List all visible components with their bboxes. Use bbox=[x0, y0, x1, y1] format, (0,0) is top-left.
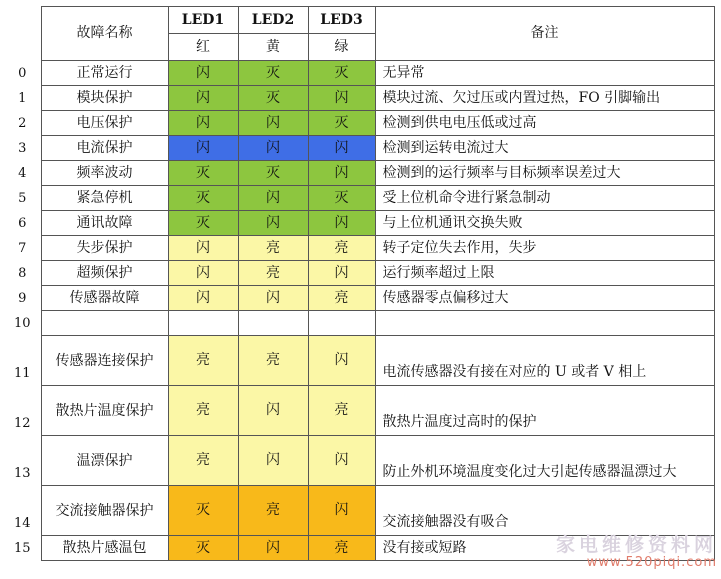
led1-state: 闪 bbox=[168, 86, 238, 111]
led1-state: 灭 bbox=[168, 211, 238, 236]
fault-note: 检测到的运行频率与目标频率误差过大 bbox=[375, 161, 714, 186]
row-index: 2 bbox=[4, 111, 41, 136]
led3-state: 闪 bbox=[308, 136, 375, 161]
fault-note: 运行频率超过上限 bbox=[375, 261, 714, 286]
header-led2: LED2 bbox=[238, 7, 308, 34]
table-row bbox=[4, 211, 714, 236]
led1-state: 闪 bbox=[168, 136, 238, 161]
table-row bbox=[4, 286, 714, 311]
led1-state: 亮 bbox=[168, 436, 238, 486]
table-row bbox=[4, 336, 714, 386]
led1-state bbox=[168, 311, 238, 336]
table-row bbox=[4, 161, 714, 186]
table-row bbox=[4, 436, 714, 486]
header-fault-name: 故障名称 bbox=[41, 7, 168, 61]
led2-state: 闪 bbox=[238, 286, 308, 311]
led2-state: 亮 bbox=[238, 336, 308, 386]
row-index: 12 bbox=[4, 386, 41, 436]
fault-name: 超频保护 bbox=[41, 261, 168, 286]
led1-state: 闪 bbox=[168, 261, 238, 286]
fault-note: 电流传感器没有接在对应的 U 或者 V 相上 bbox=[375, 336, 714, 386]
led2-state: 灭 bbox=[238, 61, 308, 86]
fault-note: 散热片温度过高时的保护 bbox=[375, 386, 714, 436]
led3-state: 闪 bbox=[308, 211, 375, 236]
led1-state: 闪 bbox=[168, 236, 238, 261]
row-index: 8 bbox=[4, 261, 41, 286]
fault-note: 没有接或短路 bbox=[375, 536, 714, 561]
led2-state: 闪 bbox=[238, 136, 308, 161]
fault-note: 受上位机命令进行紧急制动 bbox=[375, 186, 714, 211]
table-row bbox=[4, 186, 714, 211]
table-row bbox=[4, 261, 714, 286]
led2-state: 亮 bbox=[238, 261, 308, 286]
row-index: 10 bbox=[4, 311, 41, 336]
fault-name: 温漂保护 bbox=[41, 436, 168, 486]
led3-state: 灭 bbox=[308, 111, 375, 136]
table-row bbox=[4, 536, 714, 561]
row-index: 9 bbox=[4, 286, 41, 311]
fault-name: 散热片感温包 bbox=[41, 536, 168, 561]
fault-name: 正常运行 bbox=[41, 61, 168, 86]
fault-name: 模块保护 bbox=[41, 86, 168, 111]
fault-name: 紧急停机 bbox=[41, 186, 168, 211]
led3-state: 闪 bbox=[308, 86, 375, 111]
row-index: 11 bbox=[4, 336, 41, 386]
led1-state: 灭 bbox=[168, 161, 238, 186]
fault-note: 检测到供电电压低或过高 bbox=[375, 111, 714, 136]
fault-name: 电压保护 bbox=[41, 111, 168, 136]
header-index-cell bbox=[4, 7, 41, 61]
led3-state: 闪 bbox=[308, 336, 375, 386]
header-note: 备注 bbox=[375, 7, 714, 61]
header-led1-color: 红 bbox=[168, 34, 238, 61]
header-led1: LED1 bbox=[168, 7, 238, 34]
led2-state: 闪 bbox=[238, 111, 308, 136]
led1-state: 灭 bbox=[168, 486, 238, 536]
led3-state: 灭 bbox=[308, 186, 375, 211]
fault-note: 模块过流、欠过压或内置过热，FO 引脚输出 bbox=[375, 86, 714, 111]
led2-state: 闪 bbox=[238, 436, 308, 486]
row-index: 6 bbox=[4, 211, 41, 236]
led1-state: 闪 bbox=[168, 286, 238, 311]
fault-note bbox=[375, 311, 714, 336]
led1-state: 灭 bbox=[168, 536, 238, 561]
table-row bbox=[4, 136, 714, 161]
led3-state: 闪 bbox=[308, 486, 375, 536]
header-led3-color: 绿 bbox=[308, 34, 375, 61]
fault-name: 电流保护 bbox=[41, 136, 168, 161]
led2-state: 闪 bbox=[238, 386, 308, 436]
table-row bbox=[4, 386, 714, 436]
fault-note: 无异常 bbox=[375, 61, 714, 86]
table-row bbox=[4, 86, 714, 111]
led2-state: 灭 bbox=[238, 86, 308, 111]
led2-state: 闪 bbox=[238, 211, 308, 236]
led2-state bbox=[238, 311, 308, 336]
led1-state: 闪 bbox=[168, 61, 238, 86]
row-index: 5 bbox=[4, 186, 41, 211]
fault-note: 交流接触器没有吸合 bbox=[375, 486, 714, 536]
row-index: 3 bbox=[4, 136, 41, 161]
led1-state: 亮 bbox=[168, 336, 238, 386]
led2-state: 亮 bbox=[238, 486, 308, 536]
fault-name: 散热片温度保护 bbox=[41, 386, 168, 436]
fault-code-table bbox=[4, 6, 715, 561]
fault-name: 通讯故障 bbox=[41, 211, 168, 236]
fault-name: 频率波动 bbox=[41, 161, 168, 186]
led2-state: 闪 bbox=[238, 536, 308, 561]
fault-name: 交流接触器保护 bbox=[41, 486, 168, 536]
fault-note: 转子定位失去作用，失步 bbox=[375, 236, 714, 261]
led3-state: 闪 bbox=[308, 161, 375, 186]
row-index: 15 bbox=[4, 536, 41, 561]
table-row bbox=[4, 111, 714, 136]
watermark-url: www.520piqi.com bbox=[586, 555, 717, 570]
table-row bbox=[4, 311, 714, 336]
led1-state: 灭 bbox=[168, 186, 238, 211]
fault-note: 防止外机环境温度变化过大引起传感器温漂过大 bbox=[375, 436, 714, 486]
led3-state: 亮 bbox=[308, 236, 375, 261]
table-row bbox=[4, 486, 714, 536]
led2-state: 闪 bbox=[238, 186, 308, 211]
led2-state: 亮 bbox=[238, 236, 308, 261]
led1-state: 闪 bbox=[168, 111, 238, 136]
row-index: 4 bbox=[4, 161, 41, 186]
fault-name: 传感器连接保护 bbox=[41, 336, 168, 386]
led1-state: 亮 bbox=[168, 386, 238, 436]
row-index: 0 bbox=[4, 61, 41, 86]
led3-state: 闪 bbox=[308, 436, 375, 486]
header-led2-color: 黄 bbox=[238, 34, 308, 61]
table-row bbox=[4, 61, 714, 86]
fault-note: 传感器零点偏移过大 bbox=[375, 286, 714, 311]
led3-state: 亮 bbox=[308, 386, 375, 436]
led3-state: 闪 bbox=[308, 261, 375, 286]
table-row bbox=[4, 236, 714, 261]
header-led3: LED3 bbox=[308, 7, 375, 34]
led3-state bbox=[308, 311, 375, 336]
led3-state: 亮 bbox=[308, 286, 375, 311]
fault-name: 传感器故障 bbox=[41, 286, 168, 311]
led3-state: 灭 bbox=[308, 61, 375, 86]
fault-name: 失步保护 bbox=[41, 236, 168, 261]
row-index: 7 bbox=[4, 236, 41, 261]
row-index: 13 bbox=[4, 436, 41, 486]
led3-state: 亮 bbox=[308, 536, 375, 561]
led2-state: 灭 bbox=[238, 161, 308, 186]
fault-name bbox=[41, 311, 168, 336]
watermark-title: 家电维修资料网 bbox=[555, 534, 717, 556]
row-index: 14 bbox=[4, 486, 41, 536]
fault-note: 与上位机通讯交换失败 bbox=[375, 211, 714, 236]
fault-note: 检测到运转电流过大 bbox=[375, 136, 714, 161]
header-row-1 bbox=[4, 7, 714, 34]
row-index: 1 bbox=[4, 86, 41, 111]
